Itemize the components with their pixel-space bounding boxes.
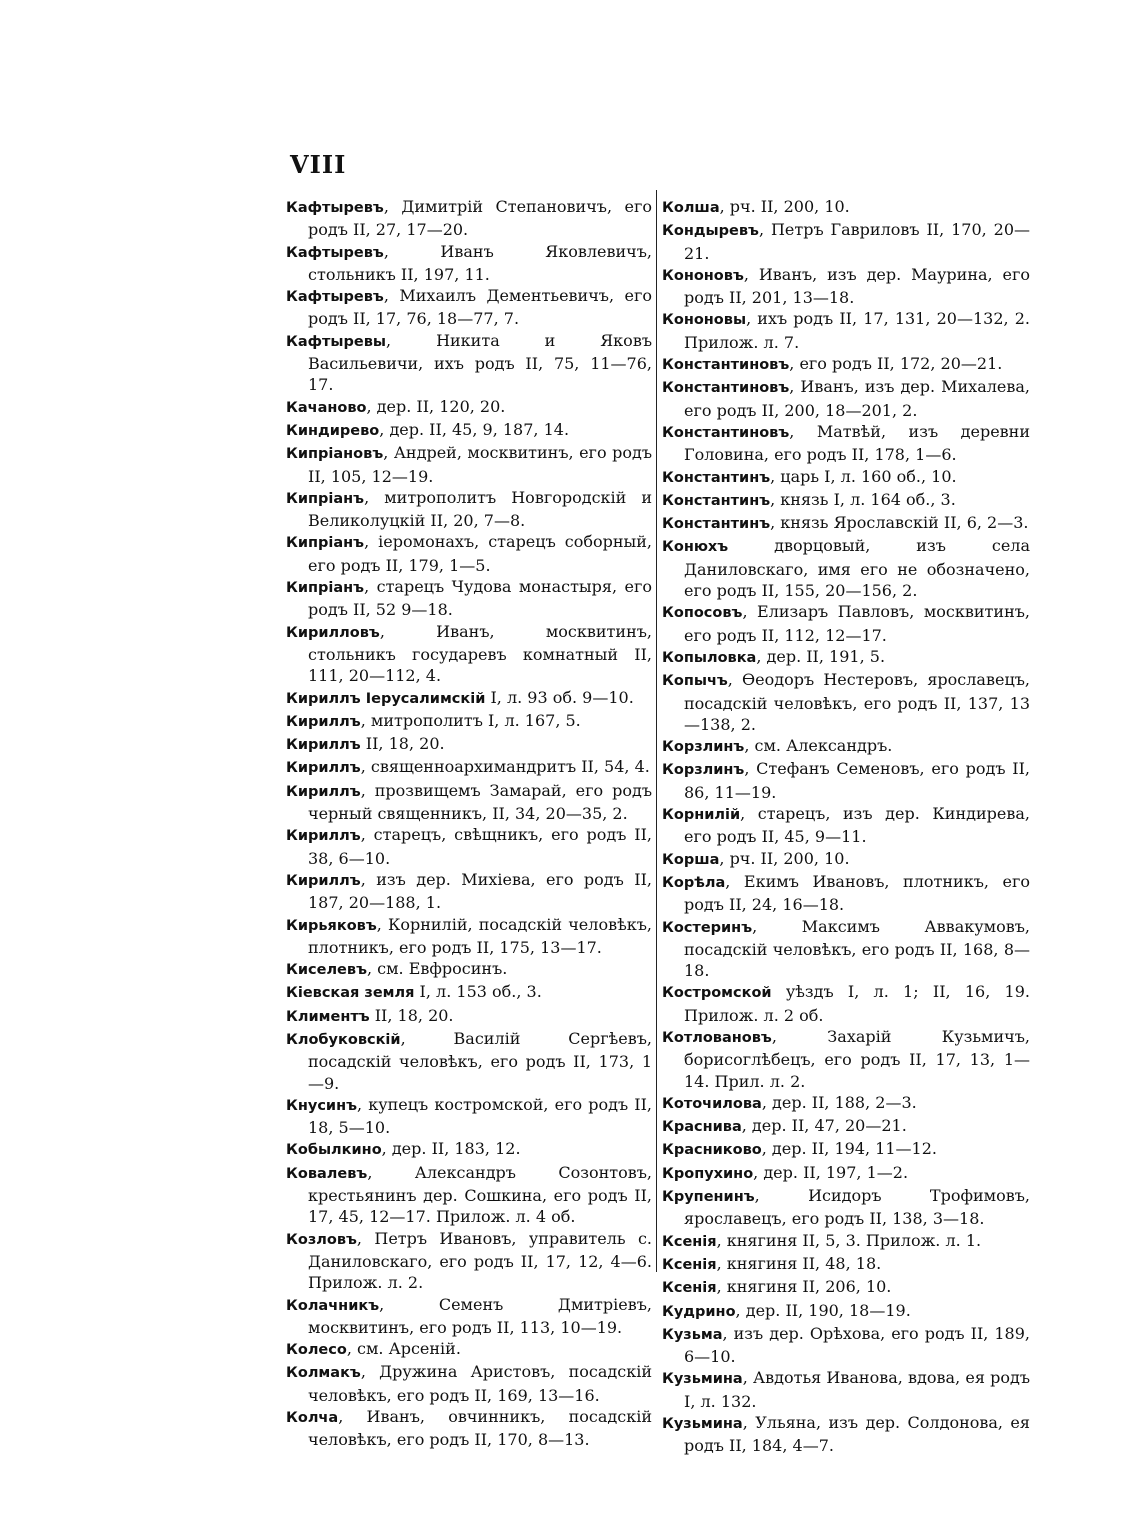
entry-headword: Кириллъ [286, 872, 361, 889]
entry-text: I, л. 93 об. 9—10. [485, 687, 634, 707]
index-entry [662, 376, 1030, 421]
index-entry [286, 981, 652, 1004]
entry-text: , митрополитъ I, л. 167, 5. [360, 710, 581, 730]
index-entry [286, 1228, 652, 1294]
index-entry [662, 1253, 1030, 1276]
entry-headword: Константинъ [662, 516, 771, 533]
index-entry [286, 487, 652, 532]
entry-text: , старецъ, изъ дер. Киндирева, его родъ II, 45, 9—11. [684, 804, 1030, 847]
entry-text: , Ѳеодоръ Нестеровъ, ярославецъ, посадскій человѣкъ, его родъ II, 137, 13—138, 2. [684, 670, 1030, 734]
entry-text: , рч. II, 200, 10. [719, 848, 850, 868]
index-entry [662, 871, 1030, 916]
index-entry [662, 1412, 1030, 1457]
index-entry [286, 330, 652, 396]
index-entry [286, 531, 652, 576]
index-entry [286, 780, 652, 825]
entry-headword: Кириллъ [286, 828, 361, 845]
index-entry [662, 1092, 1030, 1115]
entry-text: , княгиня II, 206, 10. [716, 1277, 892, 1297]
index-entry [286, 1028, 652, 1094]
entry-headword: Киселевъ [286, 962, 367, 979]
entry-text: , царь I, л. 160 об., 10. [770, 466, 957, 486]
entry-text: , его родъ II, 172, 20—21. [789, 354, 1003, 374]
entry-text: , Дружина Аристовъ, посадскій человѣкъ, его родъ II, 169, 13—16. [308, 1362, 652, 1405]
entry-text: , князь Ярославскій II, 6, 2—3. [770, 513, 1029, 533]
index-entry [286, 687, 652, 710]
entry-headword: Кафтыревы [286, 333, 387, 350]
index-entry [662, 1138, 1030, 1161]
entry-headword: Кириллъ [286, 737, 361, 754]
entry-text: , Иванъ, москвитинъ, стольникъ государевъ комнатный II, 111, 20—112, 4. [308, 621, 652, 686]
index-entry [662, 1162, 1030, 1185]
index-entry [662, 646, 1030, 669]
entry-headword: Клобуковскій [286, 1031, 401, 1048]
entry-text: , прозвищемъ Замарай, его родъ черный священникъ, II, 34, 20—35, 2. [308, 780, 652, 824]
entry-headword: Кириллъ Іерусалимскій [286, 690, 486, 707]
entry-text: , старецъ, свѣщникъ, его родъ II, 38, 6—10. [308, 825, 652, 868]
entry-text: , ихъ родъ II, 17, 131, 20—132, 2. Прилож. л. 7. [684, 309, 1030, 352]
entry-text: , Захарій Кузьмичъ, борисоглѣбецъ, его родъ II, 17, 13, 1—14. Прил. л. 2. [684, 1026, 1030, 1091]
entry-text: , изъ дер. Орѣхова, его родъ II, 189, 6—10. [684, 1323, 1030, 1367]
entry-text: , Максимъ Аввакумовъ, посадскій человѣкъ, его родъ II, 168, 8—18. [684, 916, 1030, 981]
index-entry [662, 1115, 1030, 1138]
index-entry [286, 1361, 652, 1406]
entry-headword: Климентъ [286, 1008, 370, 1025]
entry-text: , священноархимандритъ II, 54, 4. [360, 757, 650, 777]
entry-headword: Кириллъ [286, 713, 361, 730]
entry-text: , изъ дер. Михіева, его родъ II, 187, 20—188, 1. [308, 869, 652, 913]
entry-headword: Колша [662, 200, 720, 216]
entry-headword: Константинъ [662, 492, 771, 509]
entry-headword: Константиновъ [662, 424, 790, 441]
index-entry [662, 308, 1030, 353]
entry-headword: Кондыревъ [662, 223, 759, 240]
entry-headword: Колмакъ [286, 1365, 361, 1382]
index-entry [662, 512, 1030, 535]
index-entry [286, 1138, 652, 1161]
entry-text: , княгиня II, 5, 3. Прилож. л. 1. [716, 1230, 982, 1250]
entry-headword: Копосовъ [662, 605, 743, 622]
index-entry [662, 421, 1030, 466]
entry-text: , Авдотья Иванова, вдова, ея родъ I, л. 132. [684, 1368, 1030, 1411]
entry-headword: Константиновъ [662, 380, 790, 397]
entry-headword: Корзлинъ [662, 739, 745, 756]
entry-headword: Кипріанъ [286, 490, 365, 507]
entry-headword: Качаново [286, 399, 367, 416]
entry-headword: Ксенія [662, 1256, 717, 1273]
index-entry [286, 756, 652, 779]
index-entry [286, 1406, 652, 1451]
entry-text: , Исидоръ Трофимовъ, ярославецъ, его родъ II, 138, 3—18. [684, 1186, 1030, 1229]
entry-headword: Крупенинъ [662, 1189, 755, 1206]
entry-text: , дер. II, 47, 20—21. [741, 1116, 907, 1136]
index-entry [662, 1367, 1030, 1412]
entry-headword: Костеринъ [662, 919, 753, 936]
entry-text: , князь I, л. 164 об., 3. [770, 489, 956, 509]
entry-text: , купецъ костромской, его родъ II, 18, 5—10. [308, 1094, 652, 1138]
entry-headword: Кафтыревъ [286, 200, 384, 216]
entry-headword: Кипріановъ [286, 446, 384, 463]
entry-headword: Кіевская земля [286, 985, 415, 1002]
entry-headword: Ковалевъ [286, 1165, 368, 1182]
index-column-right [662, 196, 1030, 1457]
entry-text: , Иванъ Яковлевичъ, стольникъ II, 197, 11. [308, 241, 652, 284]
entry-text: , см. Арсеній. [346, 1339, 461, 1359]
entry-headword: Корѣла [662, 874, 726, 891]
entry-text: , Матвѣй, изъ деревни Головина, его родъ II, 178, 1—6. [684, 421, 1030, 465]
entry-headword: Краснива [662, 1119, 742, 1136]
index-entry [662, 196, 1030, 219]
entry-text: уѣздъ I, л. 1; II, 16, 19. Прилож. л. 2 об. [684, 982, 1030, 1025]
entry-text: , Василій Сергѣевъ, посадскій человѣкъ, его родъ II, 173, 1—9. [308, 1028, 652, 1093]
entry-headword: Кобылкино [286, 1142, 382, 1159]
entry-text: , дер. II, 188, 2—3. [761, 1092, 917, 1112]
entry-text: , Димитрій Степановичъ, его родъ II, 27, 17—20. [308, 197, 652, 240]
index-entry [662, 848, 1030, 871]
index-entry [286, 733, 652, 756]
index-entry [662, 1185, 1030, 1230]
entry-text: , Стефанъ Семеновъ, его родъ II, 86, 11—19. [684, 759, 1030, 802]
entry-text: , Иванъ, изъ дер. Михалева, его родъ II, 200, 18—201, 2. [684, 377, 1030, 420]
entry-text: , дер. II, 45, 9, 187, 14. [379, 419, 570, 439]
entry-text: , Никита и Яковъ Васильевичи, ихъ родъ II, 75, 11—76, 17. [308, 330, 652, 395]
entry-headword: Костромской [662, 985, 772, 1002]
entry-headword: Коточилова [662, 1095, 762, 1112]
entry-headword: Кирьяковъ [286, 917, 377, 934]
index-entry [286, 1094, 652, 1139]
index-entry [286, 621, 652, 687]
index-entry [662, 735, 1030, 758]
entry-headword: Кириллъ [286, 760, 361, 777]
entry-headword: Кудрино [662, 1303, 736, 1320]
entry-headword: Копычъ [662, 673, 728, 690]
index-entry [286, 196, 652, 241]
index-entry [662, 1300, 1030, 1323]
index-entry [286, 1005, 652, 1028]
entry-text: , Михаилъ Дементьевичъ, его родъ II, 17, 76, 18—77, 7. [308, 286, 652, 329]
entry-text: , дер. II, 190, 18—19. [735, 1300, 911, 1320]
index-entry [286, 710, 652, 733]
entry-headword: Кононовы [662, 312, 747, 329]
entry-headword: Корнилій [662, 807, 741, 824]
index-entry [662, 758, 1030, 803]
entry-headword: Кафтыревъ [286, 289, 384, 306]
entry-text: , старецъ Чудова монастыря, его родъ II, 52 9—18. [308, 577, 652, 620]
entry-text: , рч. II, 200, 10. [719, 197, 850, 216]
entry-headword: Константиновъ [662, 357, 790, 374]
entry-headword: Кипріанъ [286, 535, 365, 552]
index-entry [286, 419, 652, 442]
entry-text: , Семенъ Дмитріевъ, москвитинъ, его родъ II, 113, 10—19. [308, 1294, 652, 1337]
index-entry [662, 601, 1030, 646]
entry-headword: Кононовъ [662, 267, 744, 284]
entry-headword: Кузьма [662, 1326, 723, 1343]
entry-headword: Ксенія [662, 1233, 717, 1250]
entry-headword: Киндирево [286, 422, 380, 439]
entry-text: , митрополитъ Новгородскій и Великолуцкій II, 20, 7—8. [308, 487, 652, 531]
entry-headword: Кириллъ [286, 783, 361, 800]
index-entry [286, 1294, 652, 1339]
entry-text: , Петръ Ивановъ, управитель с. Даниловскаго, его родъ II, 17, 12, 4—6. Прилож. л. 2. [308, 1228, 652, 1293]
index-entry [662, 981, 1030, 1026]
entry-headword: Константинъ [662, 469, 771, 486]
entry-headword: Копыловка [662, 649, 757, 666]
entry-text: , Петръ Гавриловъ II, 170, 20—21. [684, 220, 1030, 263]
index-entry [286, 285, 652, 330]
index-entry [662, 916, 1030, 982]
index-entry [286, 869, 652, 914]
entry-headword: Колачникъ [286, 1297, 380, 1314]
entry-text: , Иванъ, изъ дер. Маурина, его родъ II, 201, 13—18. [684, 264, 1030, 308]
entry-text: , Александръ Созонтовъ, крестьянинъ дер. Сошкина, его родъ II, 17, 45, 12—17. Прилож. л. 4 об. [308, 1162, 652, 1227]
entry-text: , дер. II, 191, 5. [756, 646, 886, 666]
index-column-left [286, 196, 652, 1451]
index-entry [662, 264, 1030, 309]
entry-text: , Ульяна, изъ дер. Солдонова, ея родъ II, 184, 4—7. [684, 1413, 1030, 1456]
entry-text: II, 18, 20. [369, 1005, 454, 1025]
entry-text: , см. Евфросинъ. [366, 959, 508, 979]
entry-headword: Котловановъ [662, 1029, 772, 1046]
column-divider [656, 190, 657, 1272]
index-entry [662, 353, 1030, 376]
index-entry [286, 958, 652, 981]
entry-headword: Кузьмина [662, 1416, 743, 1433]
entry-headword: Колча [286, 1410, 339, 1427]
index-entry [286, 241, 652, 286]
entry-text: , Елизаръ Павловъ, москвитинъ, его родъ II, 112, 12—17. [684, 602, 1030, 645]
entry-text: , дер. II, 120, 20. [366, 396, 506, 416]
index-entry [662, 1230, 1030, 1253]
index-entry [286, 1338, 652, 1361]
index-entry [662, 489, 1030, 512]
entry-text: , см. Александръ. [744, 736, 893, 756]
entry-text: , Иванъ, овчинникъ, посадскій человѣкъ, его родъ II, 170, 8—13. [308, 1407, 652, 1450]
index-entry [662, 669, 1030, 735]
entry-text: дворцовый, изъ села Даниловскаго, имя его не обозначено, его родъ II, 155, 20—156, 2. [684, 536, 1030, 601]
entry-headword: Корзлинъ [662, 762, 745, 779]
entry-text: , Андрей, москвитинъ, его родъ II, 105, 12—19. [308, 443, 652, 486]
entry-text: II, 18, 20. [360, 734, 445, 754]
entry-headword: Козловъ [286, 1231, 357, 1248]
index-entry [286, 396, 652, 419]
entry-text: , іеромонахъ, старецъ соборный, его родъ II, 179, 1—5. [308, 532, 652, 575]
index-entry [286, 576, 652, 621]
entry-headword: Конюхъ [662, 539, 729, 556]
entry-text: , дер. II, 197, 1—2. [753, 1162, 909, 1182]
entry-headword: Кипріанъ [286, 580, 365, 597]
index-entry [662, 466, 1030, 489]
index-entry [662, 1323, 1030, 1368]
entry-text: I, л. 153 об., 3. [414, 982, 542, 1002]
entry-text: , дер. II, 183, 12. [381, 1139, 521, 1159]
entry-text: , княгиня II, 48, 18. [716, 1253, 882, 1273]
entry-headword: Ксенія [662, 1280, 717, 1297]
index-entry [286, 442, 652, 487]
index-entry [662, 535, 1030, 601]
index-entry [662, 803, 1030, 848]
index-entry [286, 914, 652, 959]
entry-text: , Екимъ Ивановъ, плотникъ, его родъ II, 24, 16—18. [684, 871, 1030, 915]
entry-headword: Кропухино [662, 1165, 754, 1182]
index-entry [286, 1162, 652, 1228]
index-entry [662, 219, 1030, 264]
entry-headword: Кузьмина [662, 1371, 743, 1388]
entry-headword: Красниково [662, 1142, 762, 1159]
index-entry [662, 1276, 1030, 1299]
entry-headword: Кнусинъ [286, 1097, 357, 1114]
entry-text: , дер. II, 194, 11—12. [761, 1139, 937, 1159]
entry-headword: Корша [662, 851, 720, 868]
index-entry [286, 824, 652, 869]
entry-headword: Кафтыревъ [286, 244, 384, 261]
index-entry [662, 1026, 1030, 1092]
entry-text: , Корнилій, посадскій человѣкъ, плотникъ, его родъ II, 175, 13—17. [308, 914, 652, 957]
entry-headword: Кирилловъ [286, 624, 380, 641]
entry-headword: Колесо [286, 1342, 347, 1359]
page-number: VIII [290, 150, 347, 179]
